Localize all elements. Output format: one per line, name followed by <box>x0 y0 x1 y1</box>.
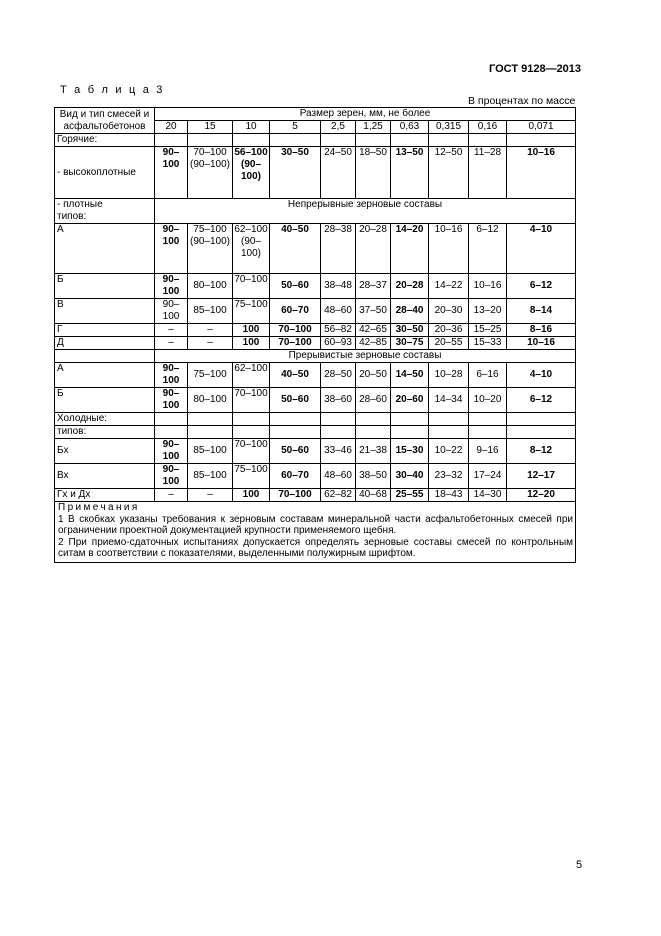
cell: 50–60 <box>281 394 309 405</box>
cell: 80–100 <box>188 388 233 413</box>
cell: 40–68 <box>356 489 391 502</box>
continuous-header: Непрерывные зерновые составы <box>155 199 576 224</box>
section-label: - плотные <box>57 199 103 210</box>
cell: 15–33 <box>469 337 507 350</box>
cell: 100 <box>242 324 260 335</box>
cell: 37–50 <box>356 299 391 324</box>
row-label: Гх и Дх <box>55 489 155 502</box>
size-header-cell: 1,25 <box>356 121 391 134</box>
cell: 20–28 <box>356 224 391 274</box>
grain-composition-table <box>54 107 576 563</box>
cell: 20–36 <box>429 324 469 337</box>
cell: 4–10 <box>529 224 553 235</box>
cell: 12–20 <box>527 489 555 500</box>
cell: 12–17 <box>527 470 555 481</box>
cell: 85–100 <box>188 439 233 464</box>
cell: 20–60 <box>395 394 424 405</box>
table-row <box>55 489 576 502</box>
cell: 12–50 <box>429 147 469 199</box>
cell: 6–12 <box>529 394 553 405</box>
table-row <box>55 337 576 350</box>
cell: 60–70 <box>281 470 309 481</box>
cell: 42–65 <box>356 324 391 337</box>
cell: – <box>188 489 233 502</box>
document-code: ГОСТ 9128—2013 <box>489 63 582 75</box>
row-label: Вх <box>55 464 155 489</box>
cell: 6–12 <box>469 224 507 274</box>
cell: 40–50 <box>281 369 309 380</box>
table-row <box>55 439 576 464</box>
row-label <box>55 199 155 224</box>
cell: 70–100 <box>233 274 270 299</box>
table-row <box>55 388 576 413</box>
hot-section-row <box>55 134 576 147</box>
size-header-cell: 2,5 <box>321 121 356 134</box>
cell: 8–14 <box>529 305 553 316</box>
cell: 23–32 <box>429 464 469 489</box>
section-label: Горячие: <box>55 134 155 147</box>
size-column-header: Размер зерен, мм, не более <box>155 108 576 121</box>
discontinuous-header: Прерывистые зерновые составы <box>155 350 576 363</box>
cell: 18–50 <box>356 147 391 199</box>
table-row <box>55 324 576 337</box>
size-header-cell: 15 <box>188 121 233 134</box>
cell: 85–100 <box>188 299 233 324</box>
cell: 28–40 <box>395 305 424 316</box>
cell: 85–100 <box>188 464 233 489</box>
cell: 62–82 <box>321 489 356 502</box>
cell: 6–16 <box>469 363 507 388</box>
cell: 38–60 <box>321 388 356 413</box>
cell: 38–50 <box>356 464 391 489</box>
cell: 30–75 <box>395 337 424 348</box>
cell: 25–55 <box>395 489 424 500</box>
row-label: Б <box>55 388 155 413</box>
size-header-cell: 0,16 <box>469 121 507 134</box>
table-caption: Т а б л и ц а 3 <box>60 84 165 96</box>
row-label: Бх <box>55 439 155 464</box>
cell: 13–50 <box>395 147 424 158</box>
cell: – <box>188 337 233 350</box>
cell: 8–16 <box>529 324 553 335</box>
cell: 28–50 <box>321 363 356 388</box>
cell: 40–50 <box>281 224 309 235</box>
cell: 20–50 <box>356 363 391 388</box>
cell: 14–50 <box>395 369 424 380</box>
empty-cell <box>55 350 155 363</box>
row-label: В <box>55 299 155 324</box>
row-label: Г <box>55 324 155 337</box>
section-label: типов: <box>57 211 87 222</box>
cell: 90–100 <box>155 299 188 324</box>
cell: 62–100 (90–100) <box>233 224 270 274</box>
cell: 90–100 <box>162 224 180 247</box>
cell: 50–60 <box>281 280 309 291</box>
cell: 21–38 <box>356 439 391 464</box>
cell: – <box>155 337 188 350</box>
discontinuous-section-row <box>55 350 576 363</box>
cell: 30–40 <box>395 470 424 481</box>
cell: 20–28 <box>395 280 424 291</box>
row-label: А <box>55 363 155 388</box>
table-row <box>55 464 576 489</box>
cell: 30–50 <box>395 324 424 335</box>
size-header-cell: 5 <box>270 121 321 134</box>
cell: 10–22 <box>429 439 469 464</box>
cell: 18–43 <box>429 489 469 502</box>
cell: 10–20 <box>469 388 507 413</box>
cell: 20–30 <box>429 299 469 324</box>
cell: 10–28 <box>429 363 469 388</box>
dense-section-row <box>55 199 576 224</box>
note-1: 1 В скобках указаны требования к зерновым составам минеральной части асфальтобетонных смесей при ограничении проектной документацией крупности применяемого щебня. <box>58 513 573 536</box>
row-label: Д <box>55 337 155 350</box>
cell: 60–93 <box>321 337 356 350</box>
note-2: 2 При приемо-сдаточных испытаниях допускается определять зерновые составы смесей по контрольным ситам в соответствии с показателями, выделенными полужирным шрифтом. <box>58 536 573 559</box>
size-header-cell: 20 <box>155 121 188 134</box>
row-label: А <box>55 224 155 274</box>
cell: 17–24 <box>469 464 507 489</box>
notes-cell <box>55 502 576 563</box>
cell: 90–100 <box>162 388 180 411</box>
cell: 8–12 <box>529 445 553 456</box>
cell: 90–100 <box>162 274 180 297</box>
cell: 48–60 <box>321 464 356 489</box>
cell: 14–22 <box>429 274 469 299</box>
cell: 20–55 <box>429 337 469 350</box>
size-header-cell: 0,315 <box>429 121 469 134</box>
cell: – <box>155 324 188 337</box>
cell: 9–16 <box>469 439 507 464</box>
cell: 70–100 <box>233 388 270 413</box>
cell: – <box>155 489 188 502</box>
cell: 90–100 <box>162 147 180 170</box>
size-header-cell: 10 <box>233 121 270 134</box>
cell: 62–100 <box>233 363 270 388</box>
cell: 10–16 <box>527 337 555 348</box>
units-note: В процентах по массе <box>468 95 576 107</box>
cell: 14–34 <box>429 388 469 413</box>
row-label: Б <box>55 274 155 299</box>
cell: 15–25 <box>469 324 507 337</box>
cell: 100 <box>242 337 260 348</box>
cell: 80–100 <box>188 274 233 299</box>
cell: 56–100 (90–100) <box>234 147 268 182</box>
cell: 10–16 <box>469 274 507 299</box>
cell: 70–100 (90–100) <box>188 147 233 199</box>
cell: 14–30 <box>469 489 507 502</box>
section-label: Холодные: <box>55 413 155 426</box>
table-row <box>55 147 576 199</box>
cell: 70–100 <box>278 489 312 500</box>
table-row <box>55 363 576 388</box>
cell: 13–20 <box>469 299 507 324</box>
cell: 75–100 (90–100) <box>188 224 233 274</box>
cell: 6–12 <box>529 280 553 291</box>
header-row <box>55 108 576 121</box>
cell: 70–100 <box>278 337 312 348</box>
cell: 60–70 <box>281 305 309 316</box>
cell: 24–50 <box>321 147 356 199</box>
cell: 10–16 <box>429 224 469 274</box>
cell: 100 <box>242 489 260 500</box>
cell: 70–100 <box>278 324 312 335</box>
cell: 28–37 <box>356 274 391 299</box>
cell: 48–60 <box>321 299 356 324</box>
cell: 90–100 <box>162 439 180 462</box>
cell: 75–100 <box>188 363 233 388</box>
size-header-cell: 0,63 <box>391 121 429 134</box>
cell: 75–100 <box>233 299 270 324</box>
cell: 10–16 <box>527 147 555 158</box>
cell: 11–28 <box>469 147 507 199</box>
cell: 33–46 <box>321 439 356 464</box>
cold-section-row <box>55 413 576 426</box>
table-row <box>55 224 576 274</box>
cell: 28–38 <box>321 224 356 274</box>
cell: 15–30 <box>395 445 424 456</box>
cell: 14–20 <box>395 224 424 235</box>
cell: 38–48 <box>321 274 356 299</box>
notes-row <box>55 502 576 563</box>
cell: 30–50 <box>281 147 309 158</box>
cell: – <box>188 324 233 337</box>
cell: 28–60 <box>356 388 391 413</box>
cell: 70–100 <box>233 439 270 464</box>
cold-types-row <box>55 426 576 439</box>
page-number: 5 <box>576 859 583 871</box>
table-row <box>55 274 576 299</box>
table-row <box>55 299 576 324</box>
notes-title: Примечания <box>58 502 140 513</box>
cell: 4–10 <box>529 369 553 380</box>
cell: 56–82 <box>321 324 356 337</box>
row-label: - высокоплотные <box>55 147 155 199</box>
section-label: типов: <box>55 426 155 439</box>
cell: 50–60 <box>281 445 309 456</box>
cell: 90–100 <box>162 363 180 386</box>
type-column-header: Вид и тип смесей и асфальтобетонов <box>55 108 155 134</box>
cell: 42–85 <box>356 337 391 350</box>
cell: 75–100 <box>233 464 270 489</box>
size-header-cell: 0,071 <box>507 121 576 134</box>
cell: 90–100 <box>162 464 180 487</box>
